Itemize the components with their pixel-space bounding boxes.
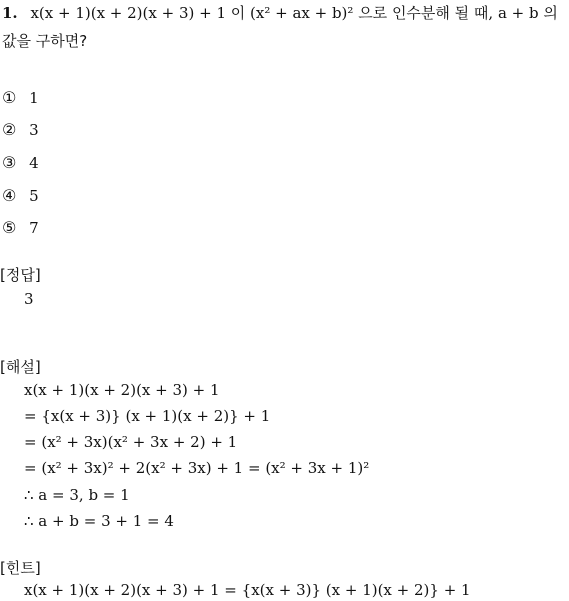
explanation-line: = (x² + 3x)² + 2(x² + 3x) + 1 = (x² + 3x + 1)² <box>24 459 370 477</box>
question-number: 1. <box>2 4 18 22</box>
choice-marker: ⑤ <box>2 218 17 237</box>
explanation-label: [해설] <box>0 358 41 376</box>
choice-value: 5 <box>29 187 39 205</box>
question-text-line2: 값을 구하면? <box>2 32 88 50</box>
choice-item[interactable] <box>2 120 39 139</box>
choice-value: 3 <box>29 121 39 139</box>
question <box>2 2 558 23</box>
choice-marker: ④ <box>2 186 17 205</box>
choice-item[interactable] <box>2 153 39 172</box>
hint-label: [힌트] <box>0 559 41 577</box>
choice-item[interactable] <box>2 88 39 107</box>
answer-label: [정답] <box>0 266 41 284</box>
choice-marker: ③ <box>2 153 17 172</box>
hint-line: x(x + 1)(x + 2)(x + 3) + 1 = {x(x + 3)} (x + 1)(x + 2)} + 1 <box>24 581 471 599</box>
choice-value: 1 <box>29 89 39 107</box>
choice-item[interactable] <box>2 218 39 237</box>
explanation-line: x(x + 1)(x + 2)(x + 3) + 1 <box>24 381 220 399</box>
explanation-line: ∴ a + b = 3 + 1 = 4 <box>24 512 174 530</box>
choice-marker: ② <box>2 120 17 139</box>
explanation-line: = (x² + 3x)(x² + 3x + 2) + 1 <box>24 433 238 451</box>
choice-value: 7 <box>29 219 39 237</box>
choice-value: 4 <box>29 154 39 172</box>
answer-value: 3 <box>24 290 34 308</box>
explanation-line: ∴ a = 3, b = 1 <box>24 486 130 504</box>
choice-item[interactable] <box>2 186 39 205</box>
choice-marker: ① <box>2 88 17 107</box>
question-text-line1: x(x + 1)(x + 2)(x + 3) + 1 이 (x² + ax + b)² 으로 인수분해 될 때, a + b 의 <box>30 4 558 22</box>
explanation-line: = {x(x + 3)} (x + 1)(x + 2)} + 1 <box>24 407 271 425</box>
